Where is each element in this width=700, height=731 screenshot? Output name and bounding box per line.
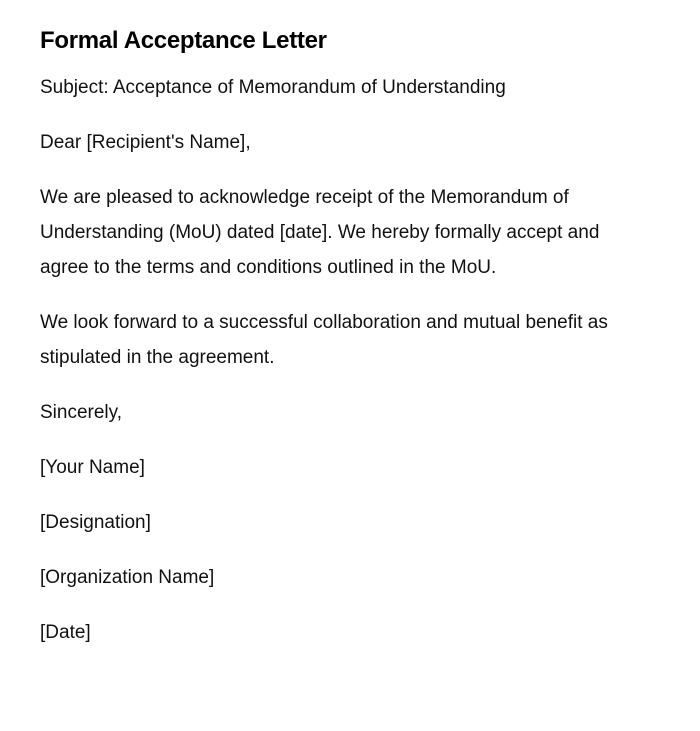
salutation: Dear [Recipient's Name],	[40, 132, 251, 153]
subject-line: Subject: Acceptance of Memorandum of Understanding	[40, 77, 506, 98]
body-paragraph-2: We look forward to a successful collaboration and mutual benefit as stipulated in the agreement.	[40, 312, 608, 368]
body-paragraph-1: We are pleased to acknowledge receipt of the Memorandum of Understanding (MoU) dated [date]. We hereby formally accept and agree to the terms and conditions outlined in the MoU.	[40, 187, 600, 278]
letter-document	[40, 24, 640, 670]
closing: Sincerely,	[40, 402, 123, 423]
signature-organization: [Organization Name]	[40, 567, 215, 588]
document-title: Formal Acceptance Letter	[40, 27, 327, 54]
signature-name: [Your Name]	[40, 457, 145, 478]
signature-designation: [Designation]	[40, 512, 151, 533]
signature-date: [Date]	[40, 622, 91, 643]
